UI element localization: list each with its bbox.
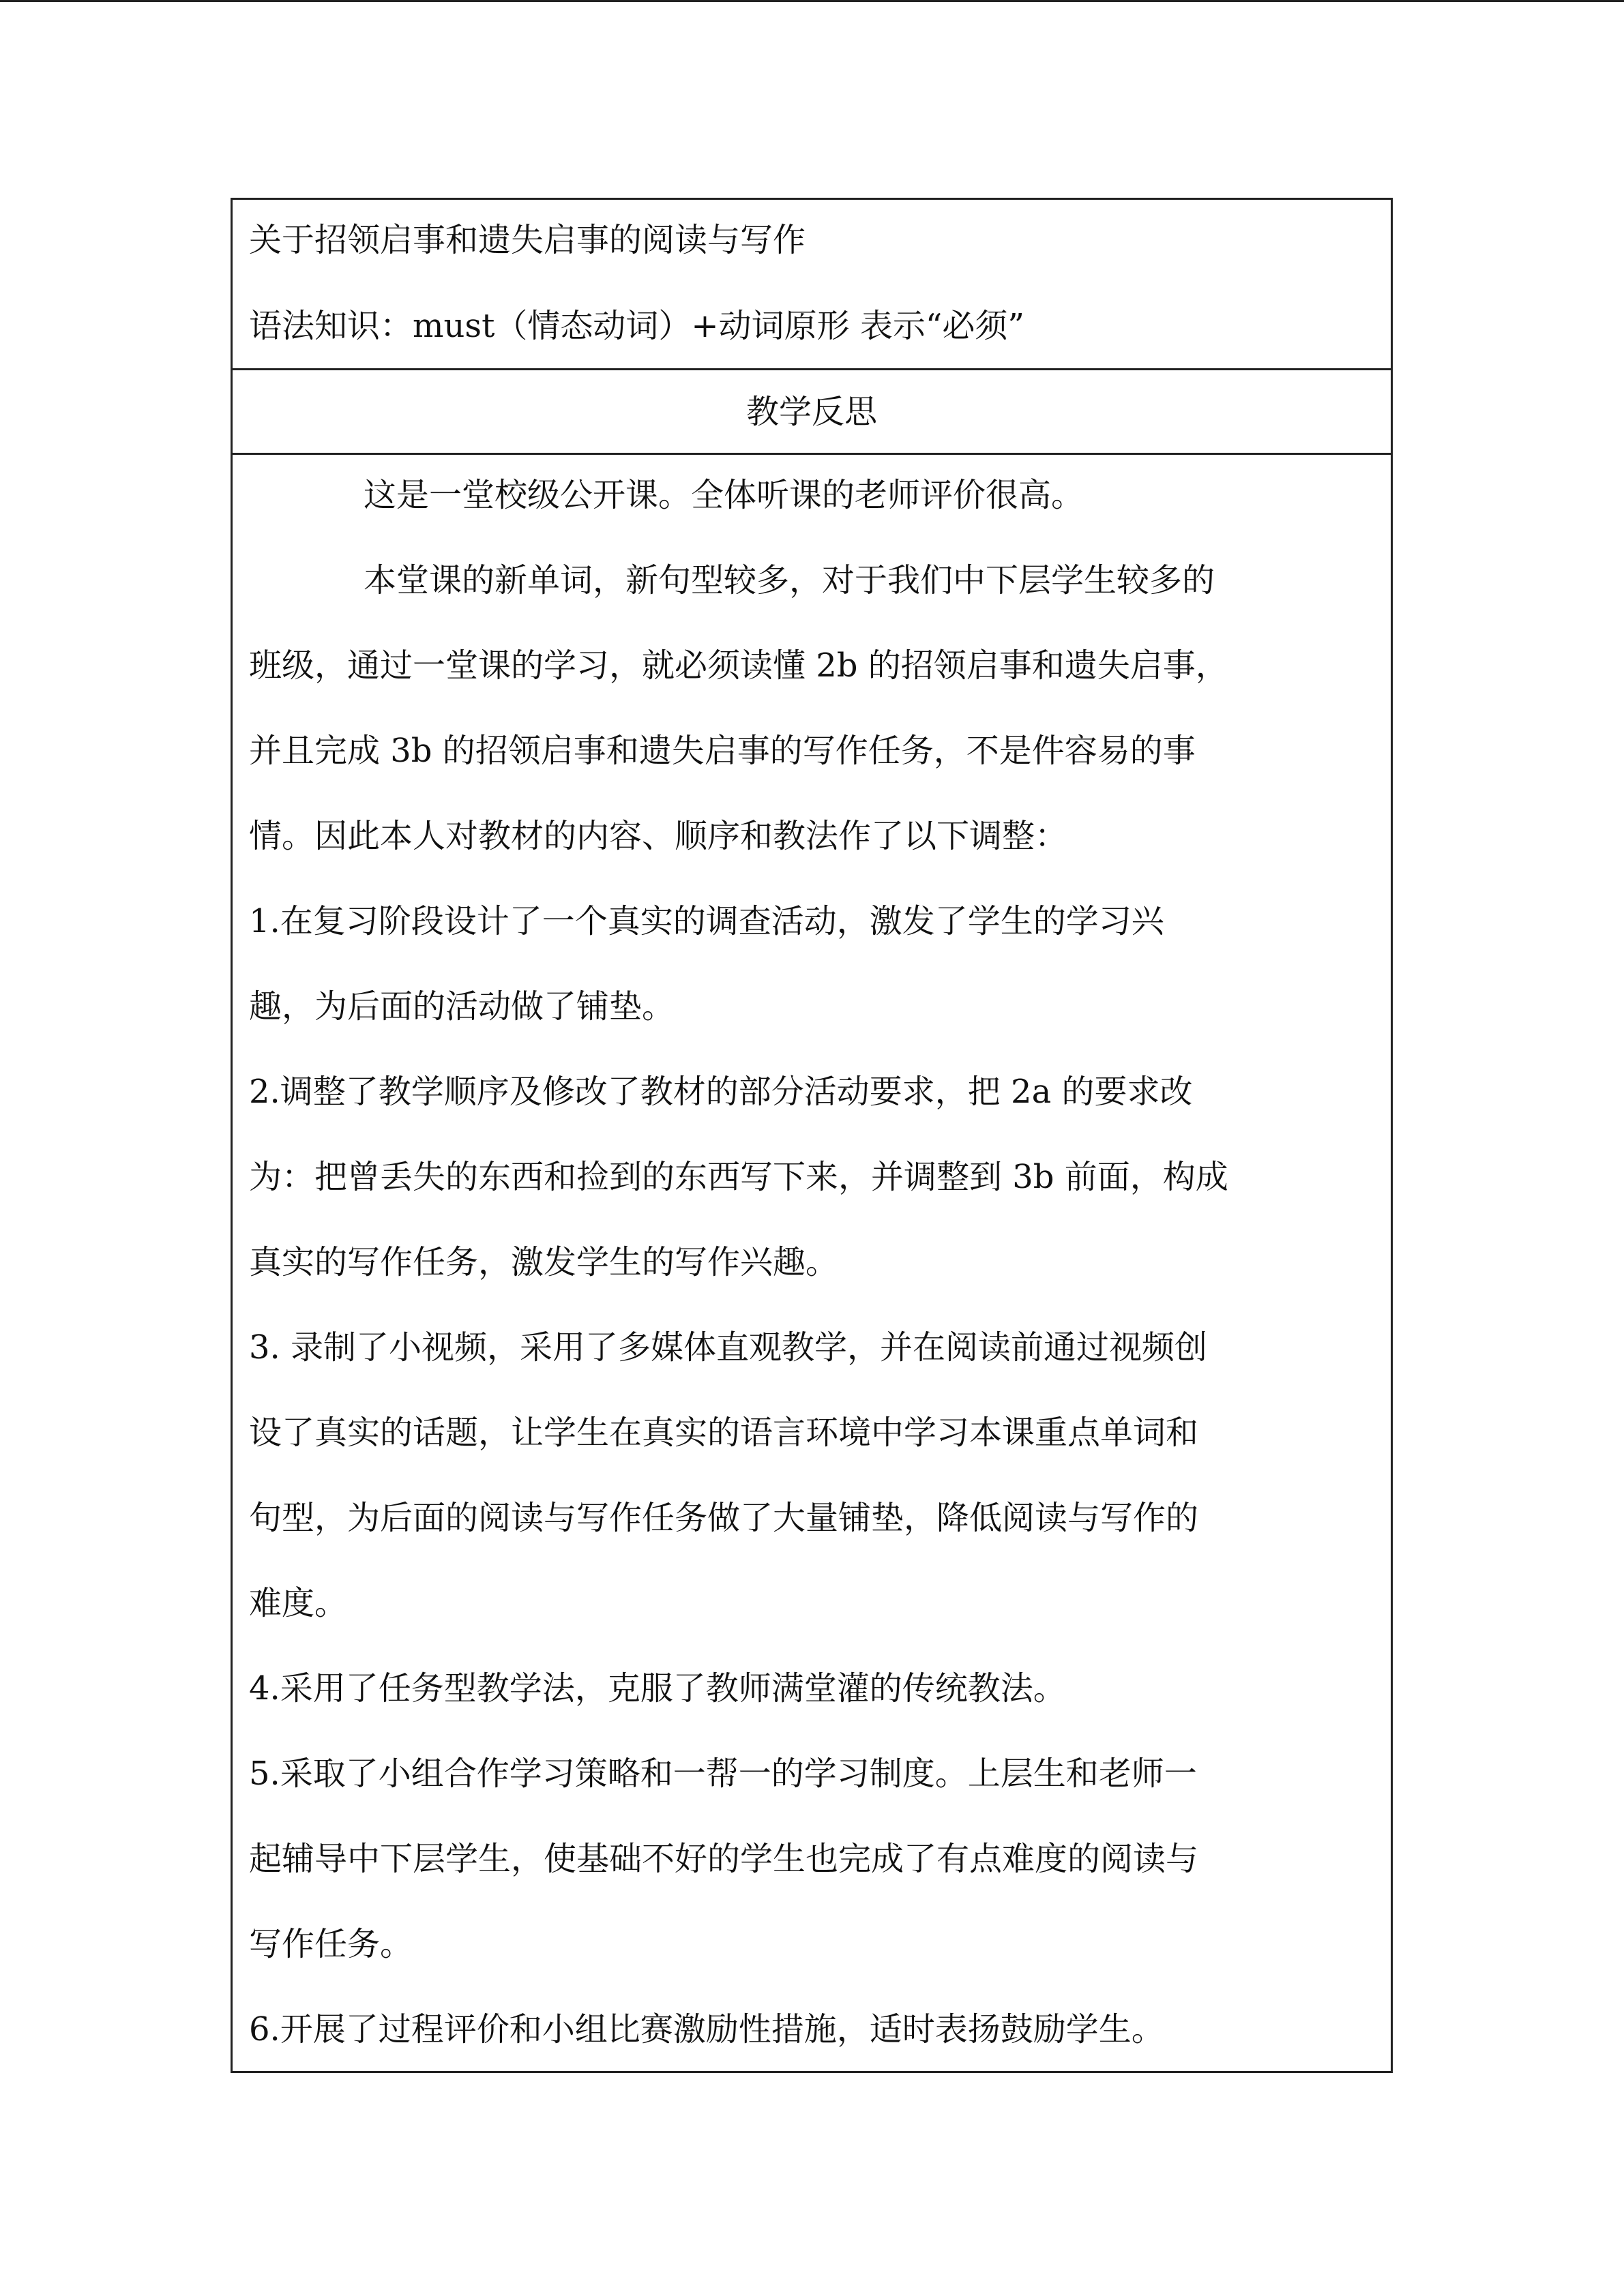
reflection-line: 句型，为后面的阅读与写作任务做了大量铺垫，降低阅读与写作的 xyxy=(249,1499,1199,1537)
page-top-rule xyxy=(0,0,1624,2)
reflection-cell xyxy=(233,455,1391,2073)
section-heading-cell xyxy=(233,370,1391,455)
reflection-line: 本堂课的新单词，新句型较多，对于我们中下层学生较多的 xyxy=(364,561,1215,599)
reflection-line: 并且完成 3b 的招领启事和遗失启事的写作任务，不是件容易的事 xyxy=(249,732,1196,770)
reflection-line: 2.调整了教学顺序及修改了教材的部分活动要求，把 2a 的要求改 xyxy=(249,1073,1193,1111)
reflection-line: 起辅导中下层学生，使基础不好的学生也完成了有点难度的阅读与 xyxy=(249,1840,1199,1878)
reflection-line: 4.采用了任务型教学法，克服了教师满堂灌的传统教法。 xyxy=(249,1669,1066,1708)
reflection-line: 6.开展了过程评价和小组比赛激励性措施，适时表扬鼓励学生。 xyxy=(249,2010,1164,2048)
reflection-line: 为：把曾丢失的东西和捡到的东西写下来，并调整到 3b 前面，构成 xyxy=(249,1158,1228,1196)
reflection-line: 写作任务。 xyxy=(249,1925,413,1963)
reflection-line: 3. 录制了小视频，采用了多媒体直观教学，并在阅读前通过视频创 xyxy=(249,1328,1208,1367)
reflection-line: 1.在复习阶段设计了一个真实的调查活动，激发了学生的学习兴 xyxy=(249,902,1164,940)
reflection-line: 趣，为后面的活动做了铺垫。 xyxy=(249,987,675,1026)
reflection-line: 设了真实的话题，让学生在真实的语言环境中学习本课重点单词和 xyxy=(249,1414,1199,1452)
reflection-line: 难度。 xyxy=(249,1584,348,1622)
reflection-line: 这是一堂校级公开课。全体听课的老师评价很高。 xyxy=(364,476,1084,514)
reflection-line: 5.采取了小组合作学习策略和一帮一的学习制度。上层生和老师一 xyxy=(249,1755,1197,1793)
lesson-topic: 关于招领启事和遗失启事的阅读与写作 xyxy=(249,221,806,259)
reflection-line: 真实的写作任务，激发学生的写作兴趣。 xyxy=(249,1243,839,1281)
reflection-line: 情。因此本人对教材的内容、顺序和教法作了以下调整： xyxy=(249,817,1068,855)
grammar-note: 语法知识：must（情态动词）+动词原形 表示“必须” xyxy=(249,307,1024,345)
lesson-info-cell xyxy=(233,200,1391,370)
lesson-table xyxy=(231,198,1393,2073)
section-title: 教学反思 xyxy=(745,392,877,431)
reflection-line: 班级，通过一堂课的学习，就必须读懂 2b 的招领启事和遗失启事， xyxy=(249,646,1228,685)
